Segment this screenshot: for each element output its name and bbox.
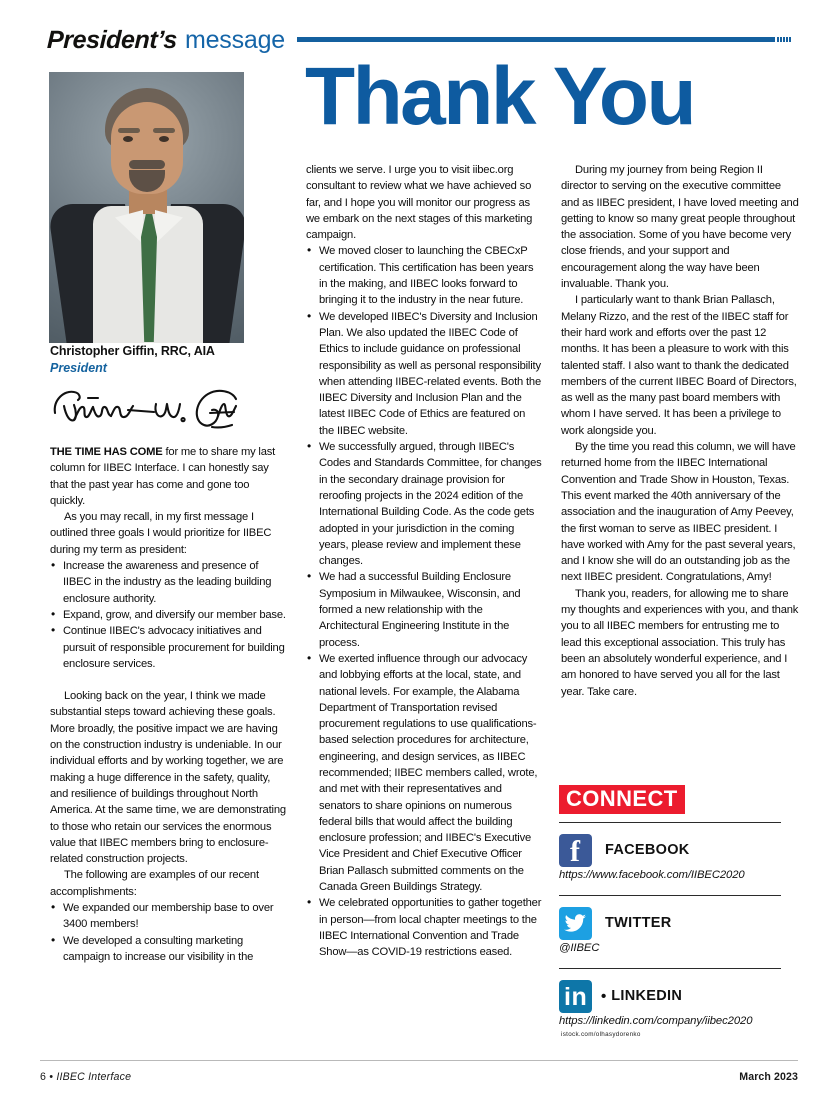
footer-rule: [40, 1060, 798, 1061]
masthead-rule-ticks: [777, 37, 791, 42]
paragraph: During my journey from being Region II director to serving on the executive committee and as IIBEC president, I have loved meeting and getting to know so many great people throughout the association. Some of you have become very close friends, and your support and encouragement along the way have been invaluable. Thank you.: [561, 164, 799, 291]
masthead-rule: [297, 37, 775, 42]
list-item: • Increase the awareness and presence of IIBEC in the industry as the leading building enclosure authority.: [63, 558, 286, 607]
issue-date: March 2023: [739, 1071, 798, 1083]
author-name: Christopher Giffin, RRC, AIA: [50, 344, 215, 358]
author-role: President: [50, 361, 107, 375]
article-column-2: [306, 162, 542, 961]
social-url[interactable]: https://www.facebook.com/IIBEC2020: [559, 869, 745, 881]
social-url[interactable]: https://linkedin.com/company/iibec2020: [559, 1015, 753, 1027]
paragraph: The following are examples of our recent accomplishments:: [50, 869, 259, 898]
paragraph: As you may recall, in my first message I outlined three goals I would prioritize for IIBEC during my term as president:: [50, 511, 272, 556]
twitter-icon[interactable]: [559, 907, 592, 940]
paragraph: clients we serve. I urge you to visit iibec.org consultant to review what we have achieved so far, and I hope you will monitor our progress as we embark on the next stages of this marketing campaign.: [306, 164, 533, 242]
lead-in-text: THE TIME HAS COME: [50, 446, 163, 458]
publication-name: IIBEC Interface: [56, 1071, 132, 1083]
list-item: • We had a successful Building Enclosure Symposium in Milwaukee, Wisconsin, and formed a new relationship with the Architectural Engineering Institute in the process.: [319, 569, 542, 650]
social-url[interactable]: @IIBEC: [559, 942, 600, 954]
paragraph: By the time you read this column, we will have returned home from the IIBEC International Convention and Trade Show in Houston, Texas. This event marked the 40th anniversary of the association and the inauguration of Amy Peevey, the first woman to serve as IIBEC president. I have worked with Amy for the past several years, and I know she will do an outstanding job as the next IIBEC president. Congratulations, Amy!: [561, 441, 796, 584]
list-item: • We exerted influence through our advocacy and lobbying efforts at the local, state, and national levels. For example, the Alabama Department of Transportation revised procurement regulations to use qualifications-based selection procedures for architecture, engineering, and design services, as IIBEC recommended; IIBEC members called, wrote, and met with their representatives and senators to share opinions on numerous federal bills that would affect the building enclosure profession; and IIBEC's Executive Vice President and Chief Executive Officer Brian Pallasch submitted comments on the Canada Green Buildings Strategy.: [319, 651, 542, 895]
page-number: 6: [40, 1071, 47, 1083]
list-item: • We developed a consulting marketing campaign to increase our visibility in the: [63, 933, 286, 966]
social-link-linkedin[interactable]: [559, 969, 799, 1033]
social-label: LINKEDIN: [611, 988, 683, 1004]
goals-list: [50, 558, 286, 672]
list-item: • Expand, grow, and diversify our member base.: [63, 607, 286, 623]
paragraph: Thank you, readers, for allowing me to share my thoughts and experiences with you, and thank you to all IIBEC members for entrusting me to lead this exceptional association. This truly has been an absolutely wonderful experience, and I am honored to have served you all for the last year. Take care.: [561, 587, 799, 698]
photo-credit: istock.com/olhasydorenko: [561, 1031, 641, 1038]
article-column-3: [561, 162, 799, 700]
list-item: • We successfully argued, through IIBEC's Codes and Standards Committee, for changes in the secondary drainage provision for reroofing projects in the 2024 edition of the International Building Code. As the code gets adopted in your jurisdiction in the coming years, please review and implement these changes.: [319, 439, 542, 569]
paragraph-text: for me to share my last column for IIBEC Interface. I can honestly say that the past year has come and gone too quickly.: [50, 446, 276, 507]
article-column-1: [50, 444, 286, 965]
list-item: • We expanded our membership base to over 3400 members!: [63, 900, 286, 933]
connect-section: [559, 785, 799, 1033]
accomplishments-list: [50, 900, 286, 965]
list-item: • We moved closer to launching the CBECxP certification. This certification has been years in the making, and IIBEC looks forward to bringing it to the industry in the near future.: [319, 243, 542, 308]
paragraph: [50, 444, 286, 509]
list-item: • Continue IIBEC's advocacy initiatives and pursuit of responsible procurement for building enclosure services.: [63, 623, 286, 672]
social-label: TWITTER: [605, 915, 672, 931]
facebook-icon[interactable]: f: [559, 834, 592, 867]
author-signature: [50, 380, 250, 435]
social-link-twitter[interactable]: [559, 896, 799, 960]
paragraph: Looking back on the year, I think we made substantial steps toward achieving these goals. More broadly, the positive impact we are having on the construction industry is undeniable. In our individual efforts and by working together, we are making a huge difference in the safety, quality, and resilience of buildings throughout North America. At the same time, we are demonstrating to those who retain our services the enormous value that IIBEC members bring to enclosure-related construction projects.: [50, 690, 286, 866]
masthead-title: President’s: [46, 26, 178, 54]
masthead-subtitle: message: [184, 26, 285, 54]
accomplishments-list-continued: [306, 243, 542, 960]
bullet-dot: •: [601, 987, 607, 1005]
social-label: FACEBOOK: [605, 842, 690, 858]
list-item: • We developed IIBEC's Diversity and Inclusion Plan. We also updated the IIBEC Code of Ethics to include guidance on professional responsibility as well as personal responsibility when attending IIBEC-related events. Both the IIBEC Diversity and Inclusion Plan and the latest IIBEC Code of Ethics are featured on the IIBEC website.: [319, 309, 542, 439]
author-portrait-photo: [49, 72, 244, 343]
footer-left: [40, 1071, 131, 1083]
paragraph: I particularly want to thank Brian Pallasch, Melany Rizzo, and the rest of the IIBEC staff for their hard work and efforts over the past 12 months. It has been a pleasure to work with this talented staff. I also want to thank the dedicated members of the current IIBEC Board of Directors, as well as the many past board members with whom I have served. It has been a privilege to work alongside you.: [561, 294, 797, 437]
list-item: • We celebrated opportunities to gather together in person—from local chapter meetings to the IIBEC International Convention and Trade Show—as COVID-19 restrictions eased.: [319, 895, 542, 960]
linkedin-icon[interactable]: in: [559, 980, 592, 1013]
social-link-facebook[interactable]: [559, 823, 799, 887]
footer-separator: •: [49, 1071, 54, 1083]
connect-heading: CONNECT: [559, 785, 685, 814]
page-title: Thank You: [305, 51, 695, 142]
